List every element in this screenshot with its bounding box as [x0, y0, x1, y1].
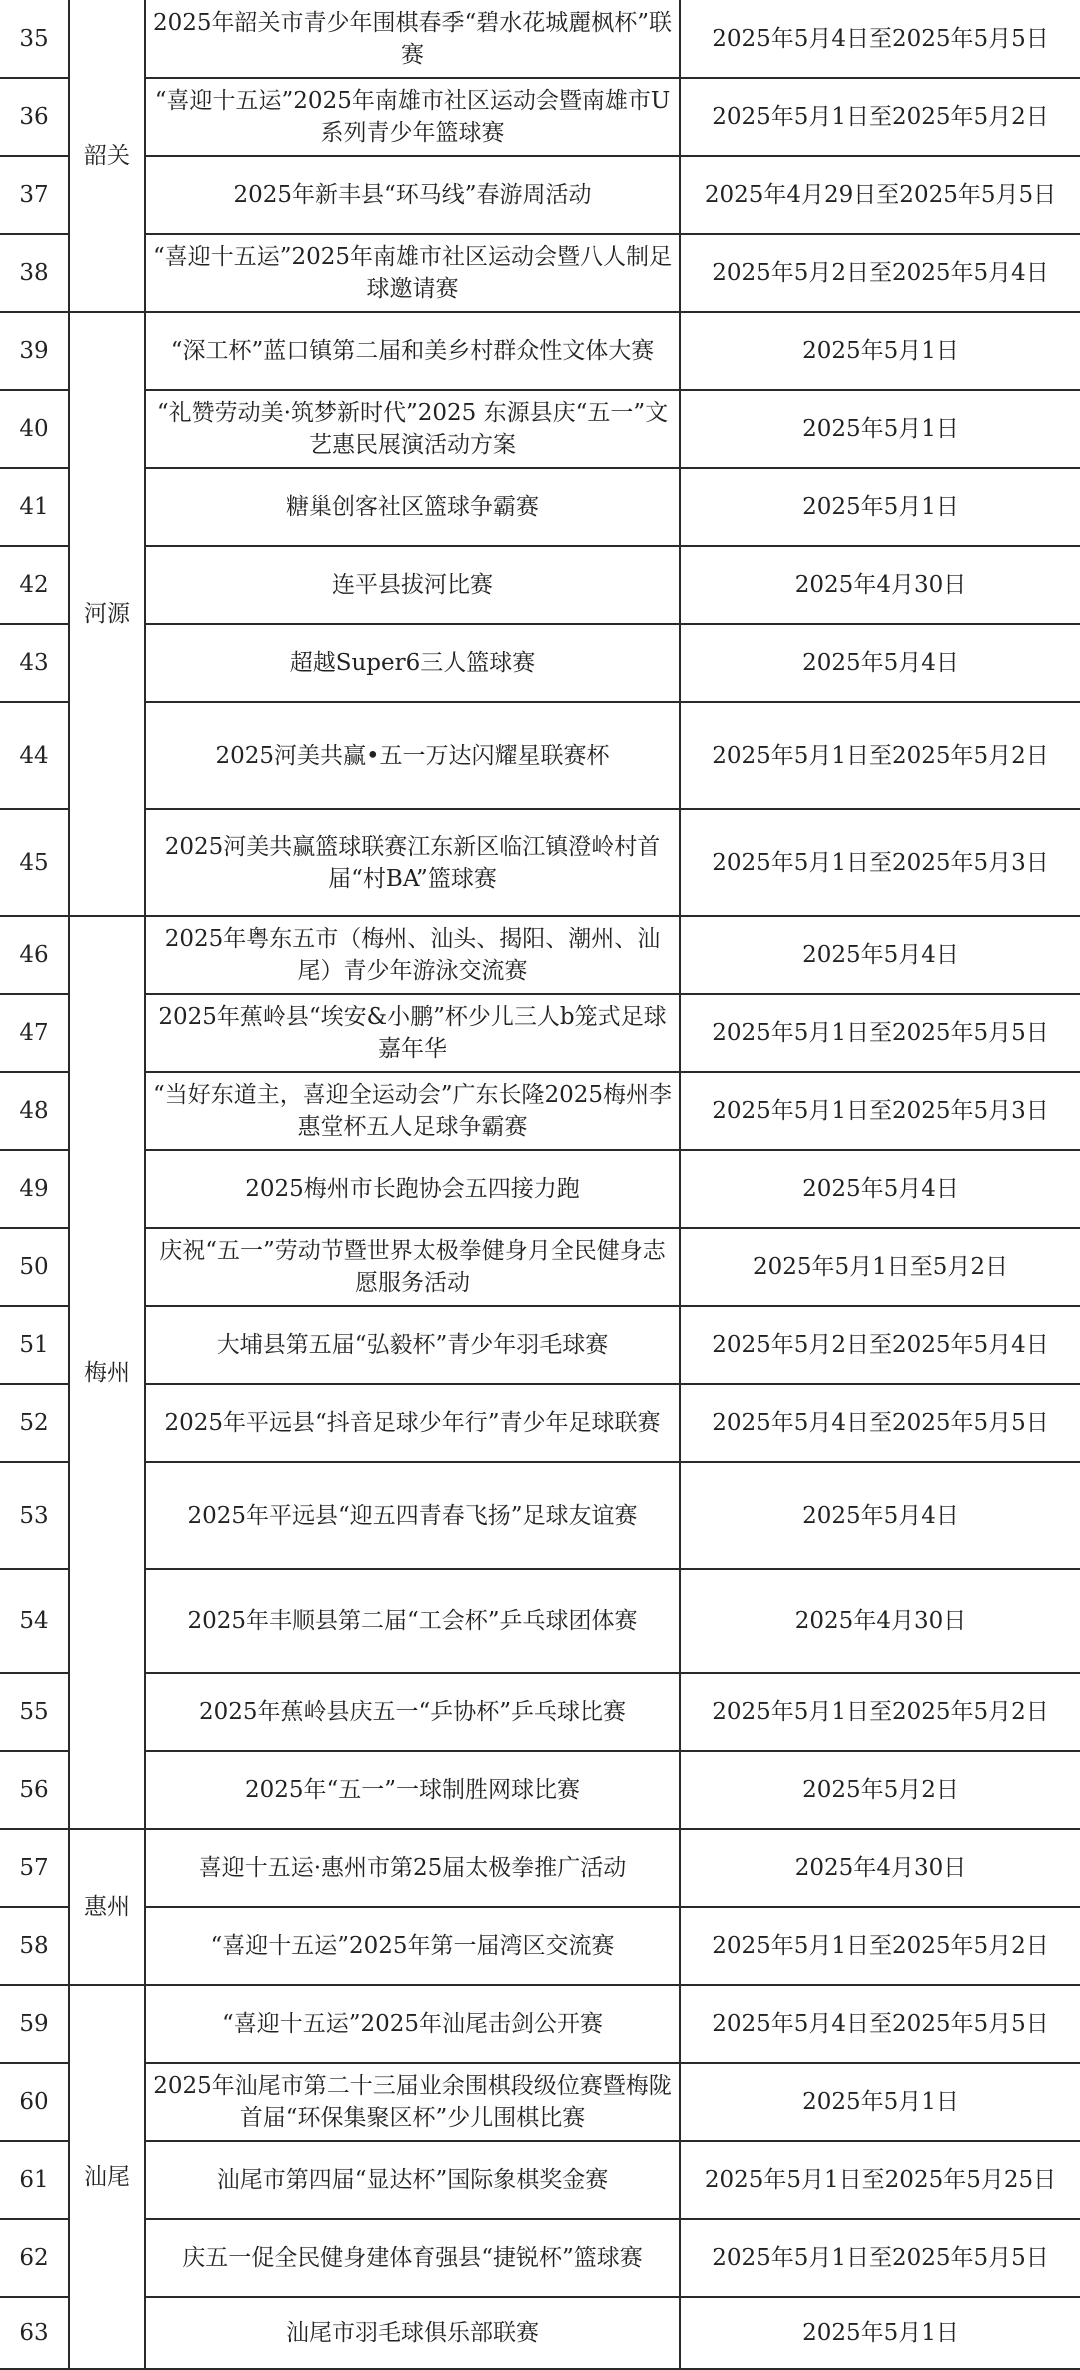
event-name-cell: 糖巢创客社区篮球争霸赛 — [145, 468, 680, 546]
event-date-cell: 2025年5月1日至2025年5月2日 — [680, 1907, 1080, 1985]
city-cell: 河源 — [69, 312, 145, 916]
table-row — [0, 390, 1080, 468]
row-number: 44 — [0, 702, 69, 809]
city-cell: 梅州 — [69, 916, 145, 1829]
event-date-cell: 2025年5月4日至2025年5月5日 — [680, 1985, 1080, 2063]
row-number: 53 — [0, 1462, 69, 1569]
event-name-cell: 2025年韶关市青少年围棋春季“碧水花城麗枫杯”联赛 — [145, 0, 680, 78]
event-name-cell: 2025河美共赢•五一万达闪耀星联赛杯 — [145, 702, 680, 809]
event-date-cell: 2025年5月1日至2025年5月5日 — [680, 994, 1080, 1072]
row-number: 36 — [0, 78, 69, 156]
event-name-cell: 汕尾市羽毛球俱乐部联赛 — [145, 2297, 680, 2369]
event-name-cell: 超越Super6三人篮球赛 — [145, 624, 680, 702]
event-date-cell: 2025年5月1日至2025年5月5日 — [680, 2219, 1080, 2297]
event-name-cell: 2025年新丰县“环马线”春游周活动 — [145, 156, 680, 234]
table-row — [0, 1150, 1080, 1228]
event-date-cell: 2025年5月2日 — [680, 1751, 1080, 1829]
row-number: 61 — [0, 2141, 69, 2219]
table-row — [0, 2219, 1080, 2297]
row-number: 46 — [0, 916, 69, 994]
row-number: 57 — [0, 1829, 69, 1907]
event-date-cell: 2025年5月1日 — [680, 2063, 1080, 2141]
event-date-cell: 2025年5月1日至2025年5月2日 — [680, 702, 1080, 809]
table-row — [0, 702, 1080, 809]
event-name-cell: 大埔县第五届“弘毅杯”青少年羽毛球赛 — [145, 1306, 680, 1384]
table-row — [0, 994, 1080, 1072]
event-date-cell: 2025年5月4日 — [680, 916, 1080, 994]
row-number: 48 — [0, 1072, 69, 1150]
event-name-cell: 2025年蕉岭县“埃安&小鹏”杯少儿三人b笼式足球嘉年华 — [145, 994, 680, 1072]
event-name-cell: 汕尾市第四届“显达杯”国际象棋奖金赛 — [145, 2141, 680, 2219]
event-date-cell: 2025年5月4日 — [680, 1462, 1080, 1569]
event-name-cell: “喜迎十五运”2025年南雄市社区运动会暨八人制足球邀请赛 — [145, 234, 680, 312]
row-number: 42 — [0, 546, 69, 624]
row-number: 47 — [0, 994, 69, 1072]
table-row — [0, 0, 1080, 78]
row-number: 51 — [0, 1306, 69, 1384]
table-row — [0, 1673, 1080, 1751]
row-number: 60 — [0, 2063, 69, 2141]
table-row — [0, 1569, 1080, 1673]
event-name-cell: “喜迎十五运”2025年南雄市社区运动会暨南雄市U系列青少年篮球赛 — [145, 78, 680, 156]
event-date-cell: 2025年5月2日至2025年5月4日 — [680, 234, 1080, 312]
row-number: 63 — [0, 2297, 69, 2369]
event-name-cell: “喜迎十五运”2025年第一届湾区交流赛 — [145, 1907, 680, 1985]
table-row — [0, 1384, 1080, 1462]
row-number: 49 — [0, 1150, 69, 1228]
event-date-cell: 2025年5月1日至2025年5月3日 — [680, 809, 1080, 916]
row-number: 38 — [0, 234, 69, 312]
event-date-cell: 2025年5月4日 — [680, 1150, 1080, 1228]
table-row — [0, 1306, 1080, 1384]
table-row — [0, 78, 1080, 156]
table-row — [0, 468, 1080, 546]
event-date-cell: 2025年4月30日 — [680, 546, 1080, 624]
event-name-cell: 2025年“五一”一球制胜网球比赛 — [145, 1751, 680, 1829]
table-row — [0, 2141, 1080, 2219]
event-date-cell: 2025年4月30日 — [680, 1569, 1080, 1673]
table-row — [0, 1462, 1080, 1569]
event-date-cell: 2025年5月1日至2025年5月2日 — [680, 78, 1080, 156]
row-number: 40 — [0, 390, 69, 468]
event-name-cell: 2025年汕尾市第二十三届业余围棋段级位赛暨梅陇首届“环保集聚区杯”少儿围棋比赛 — [145, 2063, 680, 2141]
table-row — [0, 312, 1080, 390]
event-name-cell: 2025年平远县“迎五四青春飞扬”足球友谊赛 — [145, 1462, 680, 1569]
event-date-cell: 2025年5月1日至5月2日 — [680, 1228, 1080, 1306]
row-number: 52 — [0, 1384, 69, 1462]
table-row — [0, 234, 1080, 312]
row-number: 62 — [0, 2219, 69, 2297]
table-row — [0, 156, 1080, 234]
table-row — [0, 1985, 1080, 2063]
table-row — [0, 1228, 1080, 1306]
event-name-cell: 2025梅州市长跑协会五四接力跑 — [145, 1150, 680, 1228]
city-cell: 汕尾 — [69, 1985, 145, 2369]
row-number: 59 — [0, 1985, 69, 2063]
event-name-cell: “当好东道主，喜迎全运动会”广东长隆2025梅州李惠堂杯五人足球争霸赛 — [145, 1072, 680, 1150]
event-date-cell: 2025年5月4日至2025年5月5日 — [680, 1384, 1080, 1462]
event-name-cell: 2025年平远县“抖音足球少年行”青少年足球联赛 — [145, 1384, 680, 1462]
event-date-cell: 2025年5月1日至2025年5月2日 — [680, 1673, 1080, 1751]
event-name-cell: 2025年蕉岭县庆五一“乒协杯”乒乓球比赛 — [145, 1673, 680, 1751]
table-row — [0, 546, 1080, 624]
event-name-cell: 庆五一促全民健身建体育强县“捷锐杯”篮球赛 — [145, 2219, 680, 2297]
event-date-cell: 2025年5月1日 — [680, 2297, 1080, 2369]
event-name-cell: 庆祝“五一”劳动节暨世界太极拳健身月全民健身志愿服务活动 — [145, 1228, 680, 1306]
event-name-cell: “深工杯”蓝口镇第二届和美乡村群众性文体大赛 — [145, 312, 680, 390]
table-row — [0, 624, 1080, 702]
table-row — [0, 809, 1080, 916]
event-date-cell: 2025年5月4日至2025年5月5日 — [680, 0, 1080, 78]
event-name-cell: “喜迎十五运”2025年汕尾击剑公开赛 — [145, 1985, 680, 2063]
table-row — [0, 916, 1080, 994]
city-cell: 韶关 — [69, 0, 145, 312]
row-number: 54 — [0, 1569, 69, 1673]
event-name-cell: 2025年粤东五市（梅州、汕头、揭阳、潮州、汕尾）青少年游泳交流赛 — [145, 916, 680, 994]
event-date-cell: 2025年4月30日 — [680, 1829, 1080, 1907]
event-date-cell: 2025年5月1日 — [680, 390, 1080, 468]
event-date-cell: 2025年5月4日 — [680, 624, 1080, 702]
event-name-cell: 连平县拔河比赛 — [145, 546, 680, 624]
event-name-cell: “礼赞劳动美·筑梦新时代”2025 东源县庆“五一”文艺惠民展演活动方案 — [145, 390, 680, 468]
event-name-cell: 喜迎十五运·惠州市第25届太极拳推广活动 — [145, 1829, 680, 1907]
event-date-cell: 2025年5月1日 — [680, 312, 1080, 390]
event-date-cell: 2025年5月1日至2025年5月3日 — [680, 1072, 1080, 1150]
row-number: 50 — [0, 1228, 69, 1306]
event-date-cell: 2025年5月1日 — [680, 468, 1080, 546]
table-row — [0, 1751, 1080, 1829]
table-row — [0, 1072, 1080, 1150]
row-number: 41 — [0, 468, 69, 546]
table-row — [0, 2297, 1080, 2369]
event-date-cell: 2025年5月2日至2025年5月4日 — [680, 1306, 1080, 1384]
row-number: 55 — [0, 1673, 69, 1751]
event-name-cell: 2025年丰顺县第二届“工会杯”乒乓球团体赛 — [145, 1569, 680, 1673]
row-number: 35 — [0, 0, 69, 78]
row-number: 56 — [0, 1751, 69, 1829]
row-number: 43 — [0, 624, 69, 702]
table-row — [0, 2063, 1080, 2141]
row-number: 58 — [0, 1907, 69, 1985]
row-number: 45 — [0, 809, 69, 916]
table-row — [0, 1829, 1080, 1907]
row-number: 39 — [0, 312, 69, 390]
row-number: 37 — [0, 156, 69, 234]
event-date-cell: 2025年5月1日至2025年5月25日 — [680, 2141, 1080, 2219]
event-name-cell: 2025河美共赢篮球联赛江东新区临江镇澄岭村首届“村BA”篮球赛 — [145, 809, 680, 916]
table-row — [0, 1907, 1080, 1985]
event-date-cell: 2025年4月29日至2025年5月5日 — [680, 156, 1080, 234]
city-cell: 惠州 — [69, 1829, 145, 1985]
